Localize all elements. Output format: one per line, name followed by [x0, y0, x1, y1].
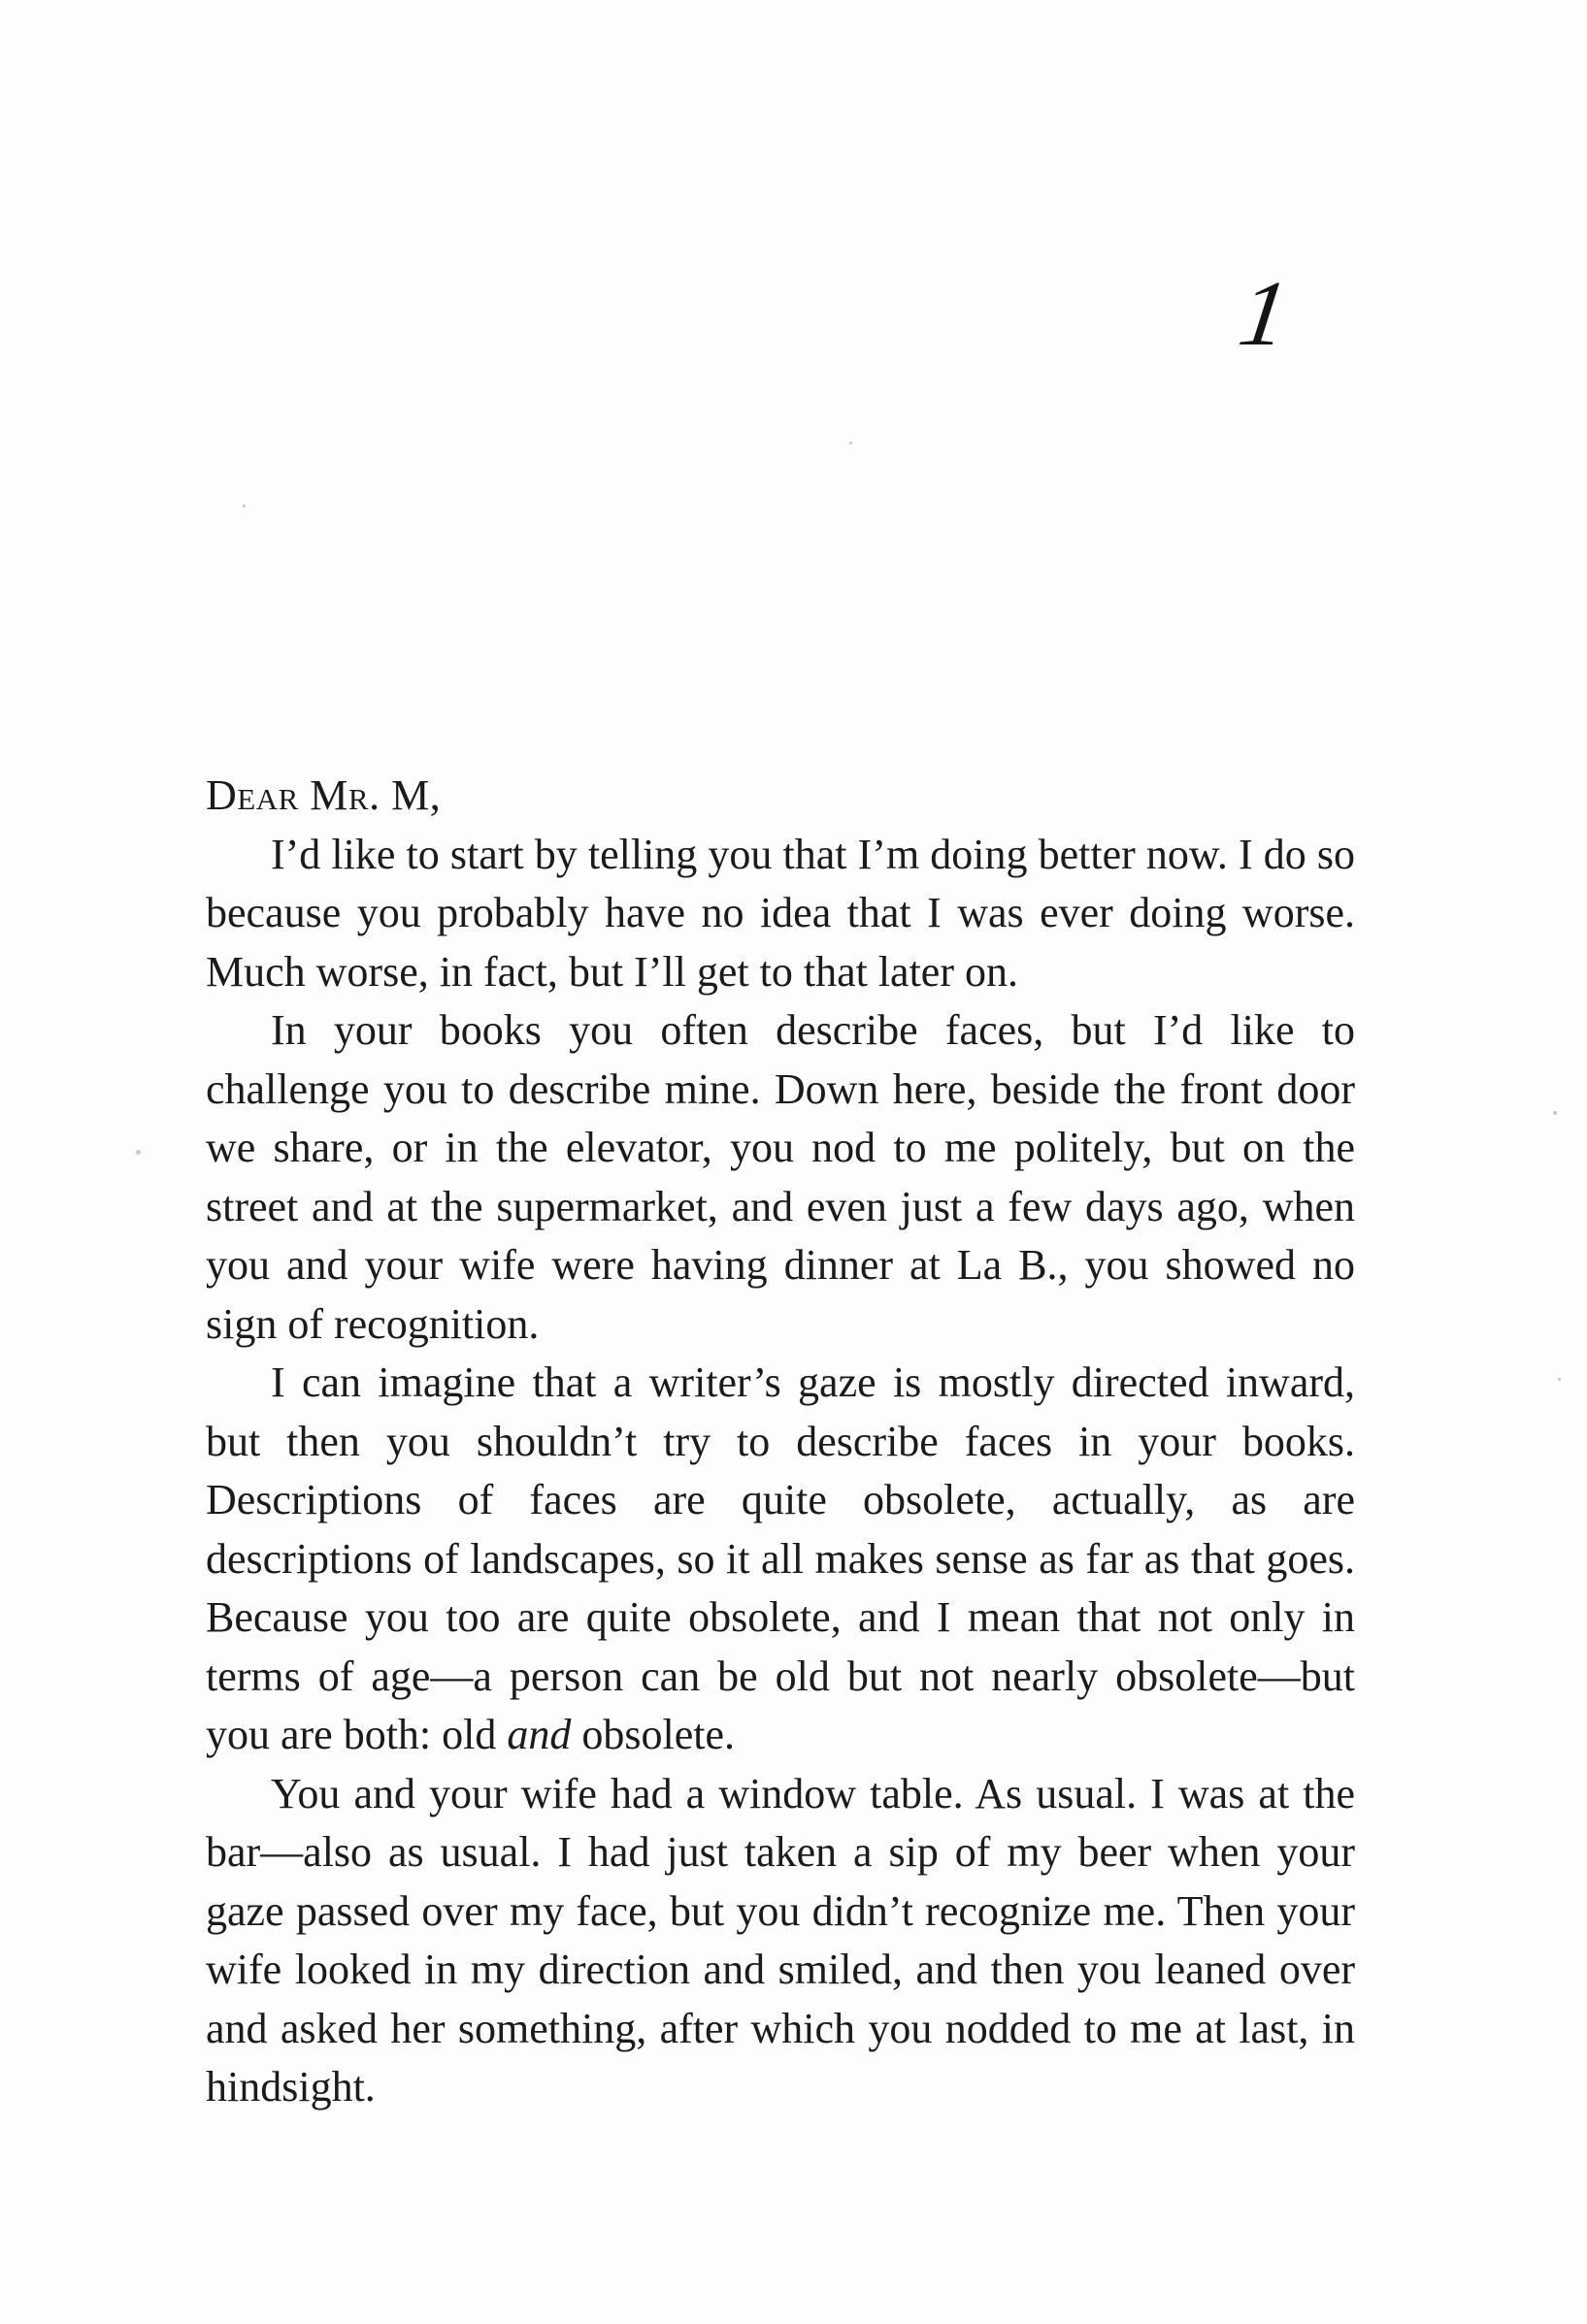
paper-speck — [1553, 1111, 1557, 1115]
paragraph-3-text: I can imagine that a writer’s gaze is mostly directed inward, but then you shouldn’t try to describe faces in your books. Descriptions of faces are quite obsolete, actually, as are descriptions of landscapes, so it all makes sense as far as that goes. Because you too are quite obsolete, and I mean that not only in terms of age—a person can be old but not nearly obsolete—but you are both: old — [206, 1358, 1355, 1758]
paragraph-2: In your books you often describe faces, but I’d like to challenge you to describe mine. Down here, beside the front door we share, or in the elevator, you nod to me politely, but on the street and at the supermarket, and even just a few days ago, when you and your wife were having dinner at La B., you showed no sign of recognition. — [206, 1006, 1355, 1348]
salutation: Dear Mr. M, — [206, 771, 442, 819]
paragraph-3-text-end: obsolete. — [581, 1711, 736, 1758]
paragraph-3-emphasis: and — [507, 1711, 572, 1758]
paragraph-1: I’d like to start by telling you that I’m doing better now. I do so because you probably have no idea that I was ever doing worse. Much worse, in fact, but I’ll get to that later on. — [206, 830, 1355, 996]
paper-speck — [849, 442, 852, 444]
paragraph-4: You and your wife had a window table. As usual. I was at the bar—also as usual. I had just taken a sip of my beer when your gaze passed over my face, but you didn’t recognize me. Then your wife looked in my direction and smiled, and then you leaned over and asked her something, after which you nodded to me at last, in hindsight. — [206, 1769, 1355, 2111]
paragraph-3 — [206, 1354, 1355, 1765]
chapter-number: 1 — [1233, 261, 1295, 365]
letter-body — [206, 767, 1355, 2117]
paper-speck — [1558, 1378, 1561, 1381]
paper-speck — [136, 1150, 141, 1155]
paper-speck — [243, 505, 246, 507]
